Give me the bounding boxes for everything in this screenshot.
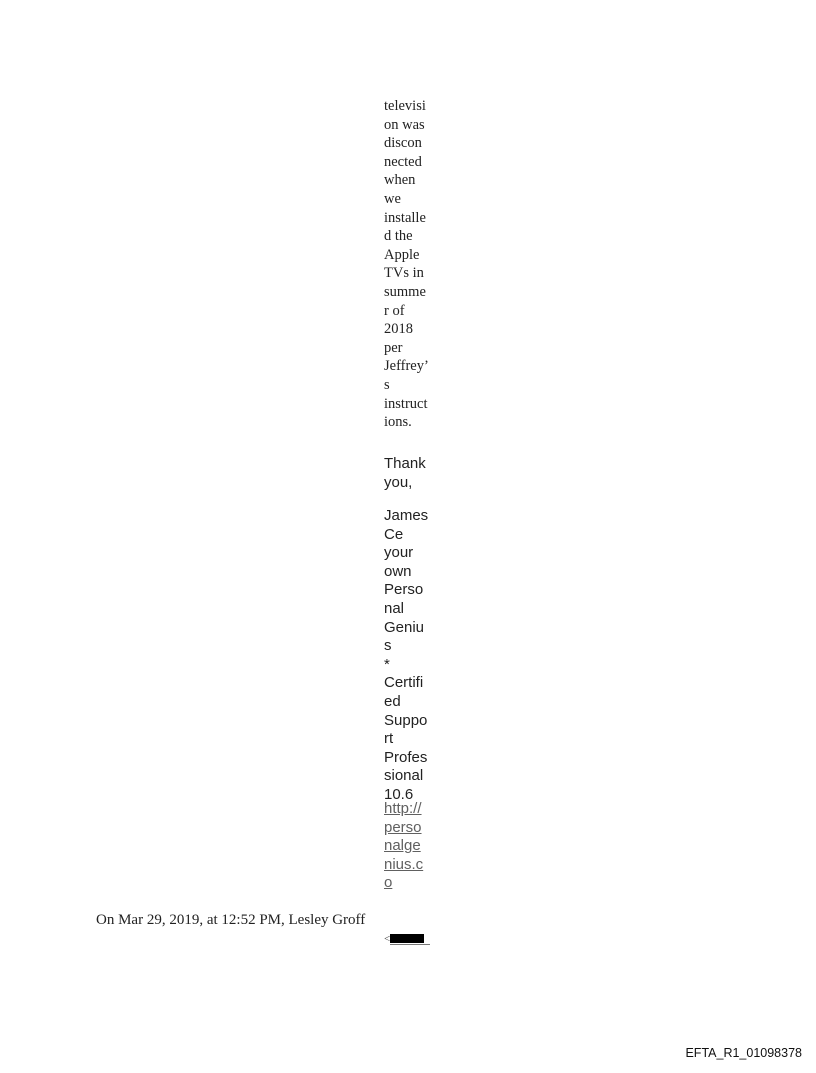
body-line: televisi: [384, 98, 426, 114]
signature-line: own: [384, 562, 412, 580]
signature-line: Geniu: [384, 618, 425, 636]
message-body: [384, 97, 429, 432]
body-line: on was: [384, 116, 425, 133]
body-line: instruct: [384, 395, 428, 412]
email-open-bracket: <: [384, 933, 391, 945]
body-line: Jeffrey’: [384, 358, 429, 375]
signature-line: Ce: [384, 525, 404, 543]
signature-line: rt: [384, 730, 394, 748]
body-line: Apple: [384, 246, 420, 263]
redaction-bar: [390, 934, 424, 943]
link-line[interactable]: perso: [384, 818, 422, 836]
body-line: summe: [384, 283, 426, 300]
signature-line: Profes: [384, 748, 428, 766]
body-line: TVs in: [384, 265, 424, 282]
signature-line: your: [384, 544, 414, 562]
signature-line: *: [384, 655, 390, 673]
body-line: r of: [384, 302, 405, 319]
body-line: nected: [384, 153, 422, 170]
body-line: per: [384, 339, 403, 356]
closing-line: you,: [384, 473, 413, 491]
body-line: s: [384, 376, 390, 393]
quoted-message-header: On Mar 29, 2019, at 12:52 PM, Lesley Groff: [96, 912, 366, 928]
link-line[interactable]: nius.c: [384, 855, 424, 873]
signature-line: Perso: [384, 581, 424, 599]
body-line: ions.: [384, 414, 412, 431]
body-line: we: [384, 190, 401, 207]
link-line[interactable]: http://: [384, 800, 422, 817]
signature-line: James: [384, 507, 429, 524]
link-line[interactable]: o: [384, 874, 393, 892]
body-line: 2018: [384, 321, 413, 338]
body-line: d the: [384, 228, 413, 245]
closing-line: Thank: [384, 455, 426, 472]
closing: [384, 455, 426, 492]
website-link[interactable]: [384, 800, 423, 893]
redacted-email: [384, 932, 430, 946]
signature-line: Certifi: [384, 674, 424, 692]
document-id: EFTA_R1_01098378: [685, 1046, 802, 1060]
link-line[interactable]: nalge: [384, 837, 421, 855]
body-line: discon: [384, 135, 422, 152]
signature-line: Suppo: [384, 711, 428, 729]
body-line: installe: [384, 209, 426, 226]
signature: [384, 507, 428, 805]
signature-line: 10.6: [384, 785, 414, 803]
signature-line: ed: [384, 692, 401, 710]
body-line: when: [384, 172, 416, 189]
signature-line: s: [384, 637, 392, 655]
signature-line: sional: [384, 767, 424, 785]
email-underline: [390, 944, 430, 945]
signature-line: nal: [384, 599, 405, 617]
